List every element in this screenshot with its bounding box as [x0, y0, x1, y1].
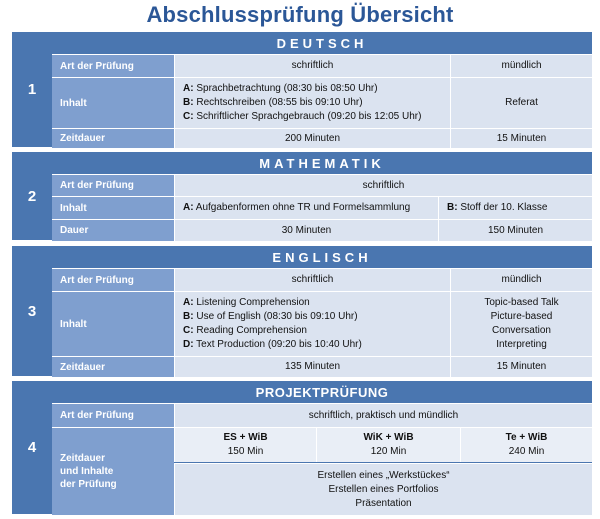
section-mathematik: [12, 152, 592, 240]
table-row: [52, 291, 592, 356]
section-projektpruefung: [12, 381, 592, 514]
table-row: [52, 77, 592, 128]
cell-duration-a: 30 Minuten: [174, 220, 438, 241]
table-row: [52, 403, 592, 427]
cell-oral-content: [450, 292, 592, 356]
section-heading: PROJEKTPRÜFUNG: [255, 384, 389, 400]
content-item: B: Rechtschreiben (08:55 bis 09:10 Uhr): [183, 97, 363, 108]
cell-oral: 15 Minuten: [450, 129, 592, 148]
cell-written: schriftlich: [174, 55, 450, 77]
table-row: [52, 356, 592, 377]
content-item: Picture-based: [490, 311, 553, 322]
table-row: [52, 219, 592, 241]
cell-written: schriftlich: [174, 175, 592, 196]
content-item: Conversation: [492, 325, 551, 336]
tasks-cell: Erstellen eines „Werkstückes“ Erstellen eines Portfolios Präsentation: [174, 463, 592, 515]
row-label: Inhalt: [52, 197, 174, 219]
section-deutsch: [12, 32, 592, 147]
cell-written: 135 Minuten: [174, 357, 450, 377]
cell-content-a: A: Aufgabenformen ohne TR und Formelsammlung: [174, 197, 438, 219]
table-row: [52, 196, 592, 219]
group-cell: ES + WiB 150 Min: [174, 428, 316, 462]
section-heading: MATHEMATIK: [259, 155, 385, 171]
row-label: Zeitdauer und Inhalte der Prüfung: [52, 428, 174, 515]
content-item: D: Text Production (09:20 bis 10:40 Uhr): [183, 339, 362, 350]
cell-content-b: B: Stoff der 10. Klasse: [438, 197, 592, 219]
section-number: 1: [27, 81, 37, 98]
table-row: [52, 174, 592, 196]
section-englisch: [12, 246, 592, 376]
cell-written-content: [174, 78, 450, 128]
row-label: Art der Prüfung: [52, 55, 174, 77]
content-item: C: Schriftlicher Sprachgebrauch (09:20 bis 12:05 Uhr): [183, 111, 422, 122]
row-label: Art der Prüfung: [52, 269, 174, 291]
row-label: Zeitdauer: [52, 129, 174, 148]
table-row: [52, 128, 592, 148]
row-label: Inhalt: [52, 78, 174, 128]
content-item: C: Reading Comprehension: [183, 325, 307, 336]
content-item: A: Sprachbetrachtung (08:30 bis 08:50 Uhr): [183, 83, 378, 94]
content-item: A: Listening Comprehension: [183, 297, 310, 308]
content-item: Topic-based Talk: [484, 297, 559, 308]
section-number: 4: [27, 439, 37, 456]
row-label: Zeitdauer: [52, 357, 174, 377]
cell-written: schriftlich: [174, 269, 450, 291]
table-row: [52, 54, 592, 77]
cell-oral: mündlich: [450, 55, 592, 77]
group-cell: WiK + WiB 120 Min: [316, 428, 460, 462]
section-heading: DEUTSCH: [276, 35, 368, 51]
page-title: Abschlussprüfung Übersicht: [146, 2, 454, 27]
section-number: 2: [27, 187, 37, 205]
cell-written: 200 Minuten: [174, 129, 450, 148]
row-label: Inhalt: [52, 292, 174, 356]
cell-written-content: [174, 292, 450, 356]
row-label: Art der Prüfung: [52, 175, 174, 196]
row-label: Dauer: [52, 220, 174, 241]
table-row: [52, 268, 592, 291]
group-cell: Te + WiB 240 Min: [460, 428, 592, 462]
content-item: B: Use of English (08:30 bis 09:10 Uhr): [183, 311, 358, 322]
cell-oral: 15 Minuten: [450, 357, 592, 377]
section-heading: ENGLISCH: [272, 249, 372, 265]
cell-oral: mündlich: [450, 269, 592, 291]
table-row: [52, 427, 592, 515]
cell-written: schriftlich, praktisch und mündlich: [174, 404, 592, 427]
row-label: Art der Prüfung: [52, 404, 174, 427]
content-item: Interpreting: [496, 339, 547, 350]
section-number: 3: [27, 302, 37, 320]
cell-duration-b: 150 Minuten: [438, 220, 592, 241]
cell-oral-content: Referat: [450, 78, 592, 128]
